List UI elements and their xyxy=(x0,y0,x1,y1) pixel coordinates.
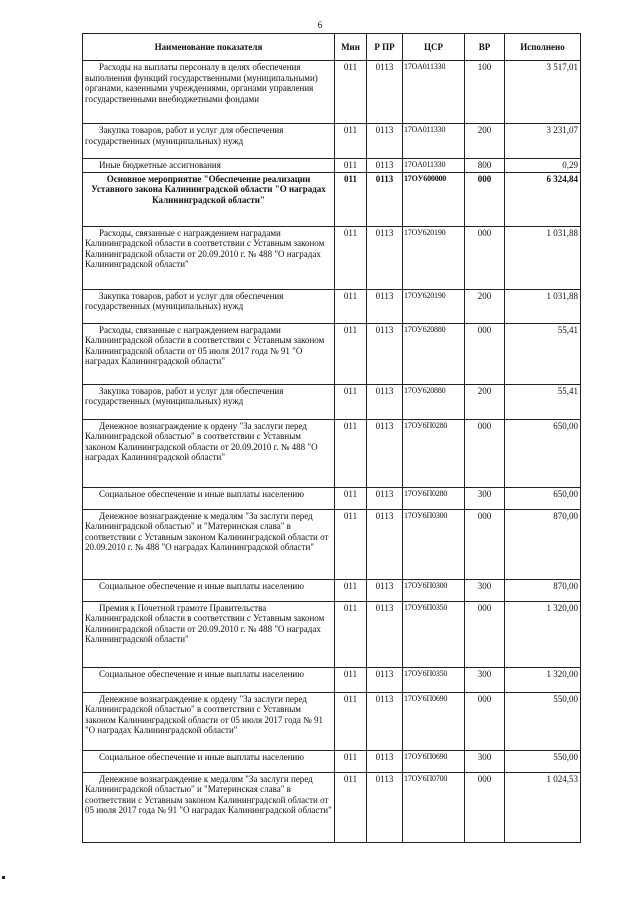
table-row xyxy=(83,323,581,384)
row-min: 011 xyxy=(335,61,367,124)
row-name: Закупка товаров, работ и услуг для обеспечения государственных (муниципальных) нужд xyxy=(83,289,335,323)
row-vr: 200 xyxy=(465,289,505,323)
row-csr: 17OA011330 xyxy=(403,124,465,159)
row-min: 011 xyxy=(335,750,367,772)
row-min: 011 xyxy=(335,579,367,601)
row-name: Социальное обеспечение и иные выплаты населению xyxy=(83,487,335,509)
row-name: Расходы на выплаты персоналу в целях обеспечения выполнения функций государственными (муниципальными) органами, казенными учреждениями, органами управления государственными внебюджетными фондами xyxy=(83,61,335,124)
header-vr: ВР xyxy=(465,34,505,61)
row-vr: 200 xyxy=(465,384,505,419)
row-min: 011 xyxy=(335,772,367,842)
row-done: 550,00 xyxy=(505,750,581,772)
row-done: 650,00 xyxy=(505,419,581,487)
row-rpr: 0113 xyxy=(367,509,403,579)
table-row xyxy=(83,226,581,289)
row-min: 011 xyxy=(335,509,367,579)
row-done: 1 024,53 xyxy=(505,772,581,842)
row-csr: 17OУ6П0690 xyxy=(403,692,465,750)
row-vr: 000 xyxy=(465,509,505,579)
row-min: 011 xyxy=(335,601,367,667)
row-name: Премия к Почетной грамоте Правительства Калининградской области в соответствии с Уставным законом Калининградской области от 20.09.2010 г. № 488 "О наградах Калининградской области" xyxy=(83,601,335,667)
header-name: Наименование показателя xyxy=(83,34,335,61)
row-vr: 000 xyxy=(465,323,505,384)
row-vr: 300 xyxy=(465,487,505,509)
row-min: 011 xyxy=(335,323,367,384)
row-done: 3 517,01 xyxy=(505,61,581,124)
row-csr: 17OУ6П0280 xyxy=(403,487,465,509)
budget-table xyxy=(82,33,581,843)
row-name: Социальное обеспечение и иные выплаты населению xyxy=(83,667,335,692)
row-rpr: 0113 xyxy=(367,601,403,667)
row-name: Закупка товаров, работ и услуг для обеспечения государственных (муниципальных) нужд xyxy=(83,384,335,419)
row-rpr: 0113 xyxy=(367,384,403,419)
row-vr: 000 xyxy=(465,601,505,667)
row-rpr: 0113 xyxy=(367,159,403,173)
header-done: Исполнено xyxy=(505,34,581,61)
row-name: Денежное вознаграждение к ордену "За заслуги перед Калининградской областью" в соответствии с Уставным законом Калининградской области от 05 июля 2017 года № 91 "О наградах Калининградской области" xyxy=(83,692,335,750)
row-rpr: 0113 xyxy=(367,61,403,124)
row-min: 011 xyxy=(335,667,367,692)
row-csr: 17OУ6П0280 xyxy=(403,419,465,487)
row-min: 011 xyxy=(335,692,367,750)
row-min: 011 xyxy=(335,172,367,226)
row-done: 55,41 xyxy=(505,384,581,419)
row-csr: 17OУ620880 xyxy=(403,323,465,384)
page-number: 6 xyxy=(317,20,323,30)
row-vr: 000 xyxy=(465,692,505,750)
table-row-section xyxy=(83,172,581,226)
row-vr: 000 xyxy=(465,172,505,226)
row-name: Денежное вознаграждение к медалям "За заслуги перед Калининградской областью" и "Материнская слава" в соответствии с Уставным законом Калининградской области от 20.09.2010 г. № 488 "О наградах Калининградской области" xyxy=(83,509,335,579)
row-min: 011 xyxy=(335,159,367,173)
row-name: Расходы, связанные с награждением наградами Калининградской области в соответствии с Уставным законом Калининградской области от 05 июля 2017 года № 91 "О наградах Калининградской области" xyxy=(83,323,335,384)
row-csr: 17OУ6П0690 xyxy=(403,750,465,772)
row-vr: 100 xyxy=(465,61,505,124)
row-vr: 300 xyxy=(465,667,505,692)
row-rpr: 0113 xyxy=(367,750,403,772)
row-min: 011 xyxy=(335,487,367,509)
row-rpr: 0113 xyxy=(367,289,403,323)
row-rpr: 0113 xyxy=(367,124,403,159)
row-name: Денежное вознаграждение к медалям "За заслуги перед Калининградской областью" и "Материнская слава" в соответствии с Уставным законом Калининградской области от 05 июля 2017 года № 91 "О наградах Калининградской области" xyxy=(83,772,335,842)
table-row xyxy=(83,487,581,509)
table-row xyxy=(83,667,581,692)
row-done: 650,00 xyxy=(505,487,581,509)
table-row xyxy=(83,61,581,124)
row-min: 011 xyxy=(335,226,367,289)
row-min: 011 xyxy=(335,124,367,159)
row-min: 011 xyxy=(335,289,367,323)
row-name: Денежное вознаграждение к ордену "За заслуги перед Калининградской областью" в соответствии с Уставным законом Калининградской области от 20.09.2010 г. № 488 "О наградах Калининградской области" xyxy=(83,419,335,487)
row-done: 1 031,88 xyxy=(505,226,581,289)
row-done: 550,00 xyxy=(505,692,581,750)
row-rpr: 0113 xyxy=(367,172,403,226)
row-rpr: 0113 xyxy=(367,419,403,487)
row-name: Социальное обеспечение и иные выплаты населению xyxy=(83,750,335,772)
row-vr: 000 xyxy=(465,419,505,487)
row-csr: 17OУ620190 xyxy=(403,226,465,289)
row-csr: 17OA011330 xyxy=(403,61,465,124)
row-name: Социальное обеспечение и иные выплаты населению xyxy=(83,579,335,601)
table-row xyxy=(83,509,581,579)
row-csr: 17OУ620190 xyxy=(403,289,465,323)
row-rpr: 0113 xyxy=(367,667,403,692)
header-rpr: Р ПР xyxy=(367,34,403,61)
row-done: 870,00 xyxy=(505,579,581,601)
table-row xyxy=(83,772,581,842)
row-min: 011 xyxy=(335,419,367,487)
row-done: 1 320,00 xyxy=(505,601,581,667)
row-rpr: 0113 xyxy=(367,579,403,601)
row-vr: 000 xyxy=(465,772,505,842)
row-done: 1 320,00 xyxy=(505,667,581,692)
row-rpr: 0113 xyxy=(367,772,403,842)
table-row xyxy=(83,692,581,750)
row-csr: 17OA011330 xyxy=(403,159,465,173)
row-rpr: 0113 xyxy=(367,692,403,750)
row-vr: 000 xyxy=(465,226,505,289)
row-vr: 800 xyxy=(465,159,505,173)
row-vr: 300 xyxy=(465,579,505,601)
table-row xyxy=(83,419,581,487)
row-done: 6 324,84 xyxy=(505,172,581,226)
row-name: Иные бюджетные ассигнования xyxy=(83,159,335,173)
table-row xyxy=(83,601,581,667)
header-csr: ЦСР xyxy=(403,34,465,61)
table-row xyxy=(83,159,581,173)
row-done: 1 031,88 xyxy=(505,289,581,323)
row-csr: 17OУ6П0350 xyxy=(403,667,465,692)
table-row xyxy=(83,384,581,419)
row-csr: 17OУ6П0300 xyxy=(403,509,465,579)
row-csr: 17OУ620880 xyxy=(403,384,465,419)
scan-mark xyxy=(2,876,5,879)
row-vr: 200 xyxy=(465,124,505,159)
table-row xyxy=(83,289,581,323)
row-min: 011 xyxy=(335,384,367,419)
row-csr: 17OУ6П0300 xyxy=(403,579,465,601)
table-row xyxy=(83,124,581,159)
row-rpr: 0113 xyxy=(367,226,403,289)
row-csr: 17OУ600000 xyxy=(403,172,465,226)
table-row xyxy=(83,750,581,772)
row-done: 3 231,07 xyxy=(505,124,581,159)
row-vr: 300 xyxy=(465,750,505,772)
row-done: 0,29 xyxy=(505,159,581,173)
row-name: Расходы, связанные с награждением наградами Калининградской области в соответствии с Уставным законом Калининградской области от 20.09.2010 г. № 488 "О наградах Калининградской области" xyxy=(83,226,335,289)
table-row xyxy=(83,579,581,601)
row-csr: 17OУ6П0700 xyxy=(403,772,465,842)
row-done: 55,41 xyxy=(505,323,581,384)
table-header-row xyxy=(83,34,581,61)
row-csr: 17OУ6П0350 xyxy=(403,601,465,667)
header-min: Мин xyxy=(335,34,367,61)
row-done: 870,00 xyxy=(505,509,581,579)
row-name: Основное мероприятие "Обеспечение реализации Уставного закона Калининградской области "О наградах Калининградской области" xyxy=(83,172,335,226)
row-rpr: 0113 xyxy=(367,323,403,384)
row-name: Закупка товаров, работ и услуг для обеспечения государственных (муниципальных) нужд xyxy=(83,124,335,159)
row-rpr: 0113 xyxy=(367,487,403,509)
